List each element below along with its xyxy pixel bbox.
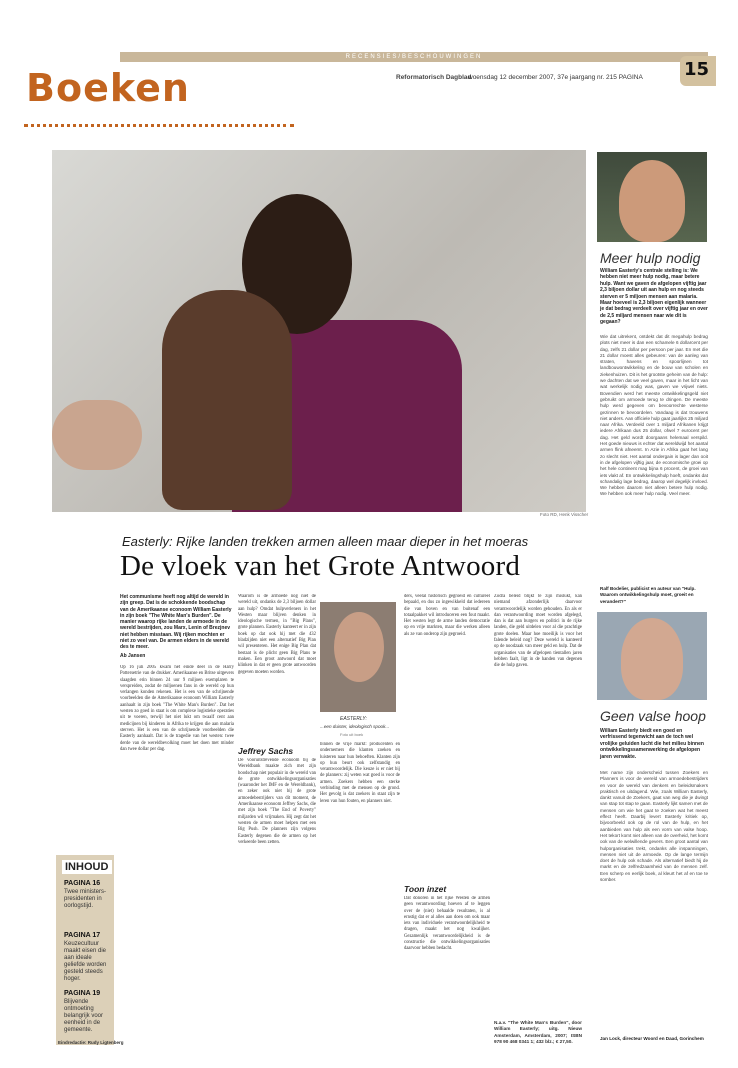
caption-text: ...een duister, ideologisch spook...	[320, 724, 390, 729]
contents-text: Twee ministers-presidenten in oorlogstijd.	[64, 889, 107, 909]
subhead-toon: Toon inzet	[404, 884, 447, 894]
portrait-face	[619, 160, 685, 242]
sidebar1-lead: William Easterly's centrale stelling is: We hebben niet meer hulp nodig, maar betere hulp. Want we gaven de afgelopen vijftig jaar 2,3 biljoen dollar uit aan hulp en nog steeds sterven er 5 miljoen mensen aan malaria. Maar hoeveel is 2,3 biljoen eigenlijk wanneer je dat bedrag verdeelt over vijftig jaar en over de 2,5 miljard mensen naar wie dit is gegaan?	[600, 268, 708, 326]
photo-child-shape	[162, 290, 292, 510]
contents-page: PAGINA 19	[64, 990, 101, 997]
contents-text: Blijvende ontmoeting belangrijk voor eenheid in de gemeente.	[64, 999, 104, 1033]
dateline: woensdag 12 december 2007, 37e jaargang nr. 215 PAGINA	[468, 74, 643, 81]
portrait-face	[621, 618, 683, 700]
article-column-4b: Dat donoren in het rijke Westen de armen geen verantwoording hoeven af te leggen over de (niet) behaalde resultaten, is al ernstig dat er al alles aan doen om ook maar iets van individuele verantwoordelijkheid te dragen, maakt het nog kwalijker. Gezamenlijk verantwoordelijkheid is de constructie die ontwikkelingsorganisaties daarvoor hebben bedacht.	[404, 896, 490, 952]
author-photo	[320, 602, 396, 712]
contents-footer: Eindredactie: Rudy Ligtenberg	[58, 1040, 124, 1045]
sidebar2-lead: William Easterly biedt een goed en verfrissend tegenwicht aan de toch wel vrolijke geluiden lucht die het milieu binnen ontwikkelingssamenwerking de afgelopen jaren verwakte.	[600, 728, 704, 760]
contents-title: INHOUD	[62, 860, 112, 874]
article-column-4: ders, veelal historisch gegroeid en cultureel bepaald, en dus zo ingewikkeld dat iedereen die van boven en van buitenaf een totaalpakket wil introduceren een fout maakt. Het westen legt de arme landen democratie op en vrije markten, maar die werken alleen als ze van onderop zijn gegroeid.	[404, 594, 490, 637]
subhead-sachs: Jeffrey Sachs	[238, 746, 294, 756]
page-number: 15	[684, 59, 710, 80]
section-title: Boeken	[26, 66, 190, 110]
sidebar2-title: Geen valse hoop	[600, 708, 706, 724]
book-details: N.a.v. "The White Man's Burden", door William Easterly; uitg. Nieuw Amsterdam, Amsterdam, 2007; ISBN 978 90 468 0341 1; 432 blz.; € 27,50.	[494, 1020, 582, 1044]
photo-hand-shape	[52, 400, 142, 470]
caption-title: EASTERLY:	[340, 716, 367, 722]
sidebar2-photo	[597, 612, 707, 700]
article-headline: De vloek van het Grote Antwoord	[120, 550, 521, 582]
article-column-1: Op 16 juli 2005 kwam het einde deel in de Harry Pottersetrie van de drukker. Amerikaanse en Britse uitgevers slaagden erin binnen 24 uur 9 miljoen exemplaren te verspreiden, zodat de miljoenen fans in de wereld op hun verlangen konden rekenen. Het is een van de schrijnende voorbeelden die de Amerikaanse econoom William Easterly aanhaalt in zijn boek "The White Man's Burden". Dat het westen zo goed in staat is om complexe logistieke operaties uit te voeren, terwijl het niet lukt om twaalf cent aan medicijnen bij kinderen in Afrika te krijgen die aan malaria sterven. Het is een van de schrijnende voorbeelden die Easterly aanhaalt. Dat is de tragedie van het westen: twee derde van de wereldbevolking moet het doen met minder dan twee dollar per dag.	[120, 665, 234, 752]
contents-page: PAGINA 16	[64, 880, 101, 887]
sidebar1-photo	[597, 152, 707, 242]
article-column-3: binnen de vrije markt: producenten en ondernemers die klanten zoeken en luisteren naar hun behoeften. Klanten zijn op hun beurt ook zelfstandig en verantwoordelijk. Die keuze is er niet bij de planners: zij weten wat goed is voor de armen. Zoekers hebben een sterke verbinding met de mensen op de grond. Het gevolg is dat zoekers in staat zijn te leren van hun fouten, en planners niet.	[320, 742, 400, 804]
sidebar2-body: Met name zijn onderscheid tussen Zoekers en Planners is voor de wereld van armoedebestrijders en voor de wereld van denkers en beleidsmakers praktisch en uitdagend. Wie, zoals William Easterly, dankt vanuit de Zoekers, gaat van weg die je dwingt van stap tot stap te gaan. Easterly lijkt samen met de mensen om wie het gaat te zoeken wat het meest effect heeft. Daarbij levert Easterly kritiek op, bijvoorbeeld ook op de rol van de hulp, en het aanbieden van hulp als een vorm van valse hoop. Het tekort komt niet alleen van de overheid, het komt ook van de welwillende gevers. Een groot aantal van hulporganisaties trekt, ondanks alle inspanningen, mensen niet uit de armoede. Op de lange termijn doet de hulp ook schade. Als alternatief biedt hij de markt en de zelfredzaamheid van de mensen zelf. Een scherp en eerlijk boek, al kleurt het af en toe te somber.	[600, 770, 708, 883]
section-band-label: RECENSIES/BESCHOUWINGEN	[345, 54, 483, 60]
sidebar1-title: Meer hulp nodig	[600, 250, 701, 266]
photo-credit: Foto RD, Henk Visscher	[540, 512, 589, 517]
paper-name: Reformatorisch Dagblad	[396, 74, 472, 81]
divider	[24, 124, 294, 127]
portrait-face	[334, 612, 384, 682]
contents-text: Keuzecultuur maakt eisen die aan ideale geliefde worden gesteld steeds hoger.	[64, 941, 107, 982]
article-column-2b: De vooruitstrevende econoom bij de Wereldbank maakte zich met zijn boodschap niet populair in de wereld van de grote ontwikkelingsorganisaties (waaronder het IMF en de Wereldbank), en zeker ook niet bij de grote armoedebestrijders van dit moment, de Amerikaanse econoom Jeffrey Sachs, die met zijn boek "The End of Poverty" miljarden wil vrijmaken. Hij zegt dat het westen de armen moet helpen met een Big Push. De planners zijn volgens Easterly degenen die de armen op het verkeerde been zetten.	[238, 758, 316, 845]
contents-page: PAGINA 17	[64, 932, 101, 939]
article-column-2: Waarom is de armoede nog niet de wereld uit, ondanks de 2,3 biljoen dollar aan hulp? Omdat hulpverleners in het Westen maar blijven denken in ideologische termen, in "Big Plans", grote plannen. Easterly kanteert er in zijn boek op dat ook hij met die 432 bladzijden niet een alternatief Big Plan wil presenteren. Het enige Big Plan dat bestaat is de plicht geen Big Plans te maken. Een groot antwoord dat moet klinken in dat er geen grote antwoorden gegeven moeten worden.	[238, 594, 316, 675]
author-photo-credit: Foto uit boek	[340, 732, 364, 737]
main-photo	[52, 150, 586, 512]
sidebar1-body: Wie dat uitrekent, ontdekt dat dit megahulp bedrag plots niet meer is dan een schamele 6 dollarcent per dag, zelfs 21 dollar per persoon per jaar. En met die 21 dollar moest alles gebeuren: van de aanleg van straten, havens en spoorlijnen tot landbouwontwikkeling en de bouw van scholen en ziekenhuizen. Dit is het grootste geheim van de hulp: we dachten dat we veel gaven, maar in het licht van wat werkelijk nodig was, gaven we vrijwel niets. Bovendien werd het meeste ontwikkelingsgeld niet gebruikt om armoede terug te dringen. De meeste hulp werd gegeven om bevoorrechte westerse gezinnen te bevoordelen. Vandaag is dat trouwens niet anders. Aan officiele hulp gaat jaarlijks 25 miljard naar Afrika. Verdeeld over 1 miljard Afrikanen krijgt iedere Afrikaan dus 25 dollar, ofwel 7 eurocent per dag. Het geld wordt doorgaans helemaal verspild. Het goede nieuws is echter dat wereldwijd het aantal armen flink afneemt. In Azie in Afrika gaat het lang zo slecht niet. Het aantal ondergain is lager dan ooit in de afgelopen vijftig jaar, de economische groei op het hele continent mag bijna 6 procent, de groei van iets vlakt af. En ontwikkelingshulp hoeft, ondanks dat schandalig lage bedrag, daarop wel degelijk invloed. We hebben daarom niet alleen betere hulp nodig. We hebben ook meer hulp nodig. Veel meer.	[600, 334, 708, 497]
sidebar1-signature: Ralf Bodelier, publicist en auteur van "Hulp. Waarom ontwikkelingshulp moet, groeit en verandert?"	[600, 586, 696, 604]
article-lead: Het communisme heeft nog altijd de wereld in zijn greep. Dat is de schokkende boodschap van de Amerikaanse econoom William Easterly in zijn boek "The White Man's Burden". De manier waarop rijke landen de armoede in de wereld bestrijden, zou Marx, Lenin of Brezjnev niet hebben misstaan. Wij rijken mochten er niet zo veel van. De armen elders in de wereld des te meer.	[120, 594, 232, 651]
article-column-5: Zodra beleid blijkt te zijn mislukt, kan niemand afzonderlijk daarvoor verantwoordelijk worden gehouden. En als er dan verantwoording moet worden afgelegd, dan is dat aan burgers en politici in de rijke landen, die geld uitdelen voor al die prachtige grote doelen. Maar hoe moeilijk is voor het falende beleid nog? Deze wereld is kanteerd op de noodzaak van meer geld en hulp. Dat de organisaties van de afgelopen tientallen jaren hebben faalt, ligt in de handen van degenen die de hulp gaven.	[494, 594, 582, 669]
byline: Ab Jansen	[120, 653, 146, 659]
article-kicker: Easterly: Rijke landen trekken armen alleen maar dieper in het moeras	[122, 534, 529, 549]
section-band	[120, 52, 708, 62]
sidebar2-signature: Jan Lock, directeur Woord en Daad, Gorinchem	[600, 1036, 704, 1041]
